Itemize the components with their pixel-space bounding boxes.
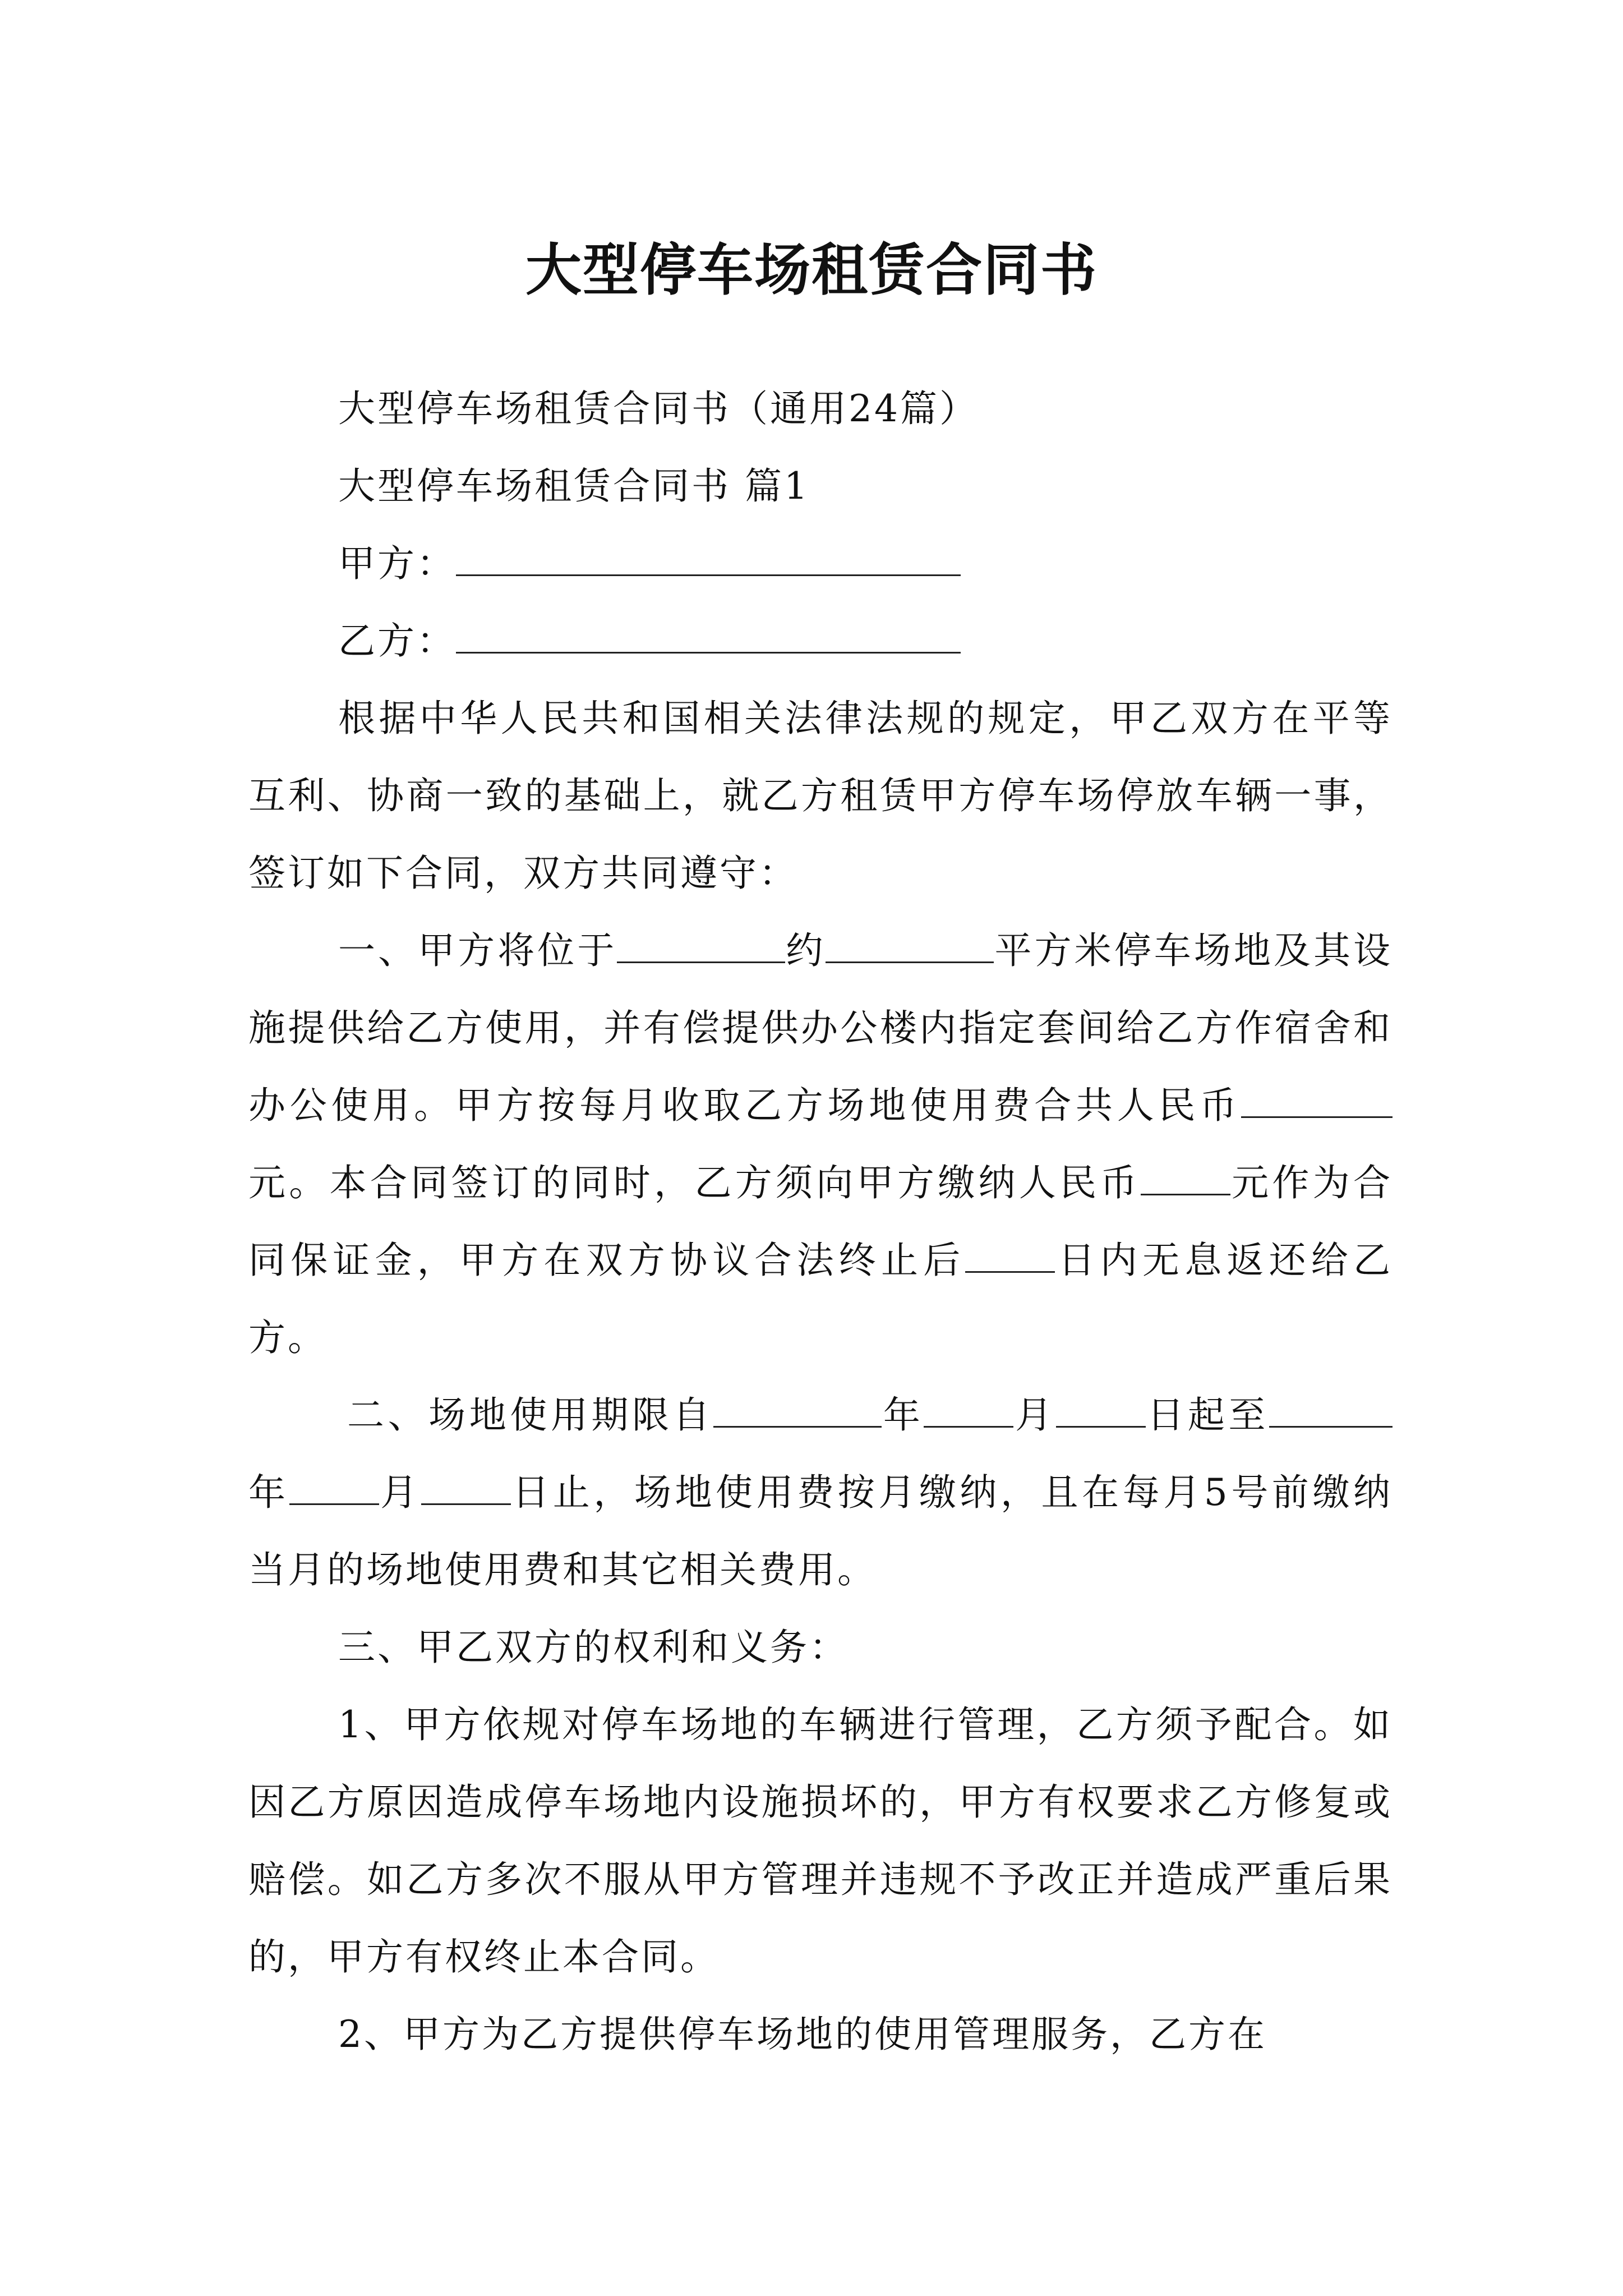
document-title: 大型停车场租赁合同书 [525,237,1098,303]
clause-2-year-1: 年 [882,1393,924,1437]
clause-2-month-1: 月 [1013,1393,1056,1437]
clause-3-item-2: 2、甲方为乙方提供停车场地的使用管理服务，乙方在 [338,2013,1267,2056]
clause-3-heading: 三、甲乙双方的权利和义务： [338,1626,849,1669]
refund-days-blank [965,1237,1055,1273]
section-heading: 大型停车场租赁合同书 篇1 [338,464,810,508]
party-a-line [248,525,1393,602]
clause-2-month-2: 月 [379,1471,421,1514]
clause-1-text-2: 约 [785,929,826,972]
end-month-blank [289,1470,379,1505]
document-subtitle: 大型停车场租赁合同书（通用24篇） [338,387,979,430]
start-year-blank [713,1392,882,1428]
start-month-blank [924,1392,1013,1428]
party-b-label: 乙方： [338,619,456,662]
clause-2-text-1: 二、场地使用期限自 [347,1393,714,1437]
clause-2-text-2: 日止，场地使用费按月缴纳，且在每月5号前缴纳当月的场地使用费和其它相关费用。 [248,1471,1393,1591]
clause-1-paragraph [248,912,1393,1377]
end-day-blank [421,1470,511,1505]
clause-1-text-1: 一、甲方将位于 [338,929,617,972]
clause-3-item-1: 1、甲方依规对停车场地的车辆进行管理，乙方须予配合。如因乙方原因造成停车场地内设施损坏的，甲方有权要求乙方修复或赔偿。如乙方多次不服从甲方管理并违规不予改正并造成严重后果的，甲方有权终止本合同。 [248,1703,1393,1978]
party-a-label: 甲方： [338,542,456,585]
location-blank [617,928,785,963]
clause-1-text-6: 日内无息返还给乙方。 [248,1239,1393,1359]
area-blank [826,928,994,963]
end-year-blank [1269,1392,1393,1428]
document-body [248,370,1393,2073]
clause-1-text-5: 元作为合同保证金，甲方在双方协议合法终止后 [248,1161,1393,1282]
clause-1-text-3: 平方米停车场地及其设施提供给乙方使用，并有偿提供办公楼内指定套间给乙方作宿舍和办公使用。甲方按每月收取乙方场地使用费合共人民币 [248,929,1393,1127]
party-b-line [248,602,1393,680]
preamble-paragraph: 根据中华人民共和国相关法律法规的规定，甲乙双方在平等互利、协商一致的基础上，就乙方租赁甲方停车场停放车辆一事，签订如下合同，双方共同遵守： [248,697,1393,895]
clause-2-day-1: 日起至 [1145,1393,1270,1437]
monthly-fee-blank [1241,1083,1393,1118]
clause-2-paragraph [248,1377,1393,1609]
party-b-blank [456,618,961,654]
clause-2-year-2: 年 [248,1471,289,1514]
party-a-blank [456,541,961,576]
deposit-blank [1141,1160,1230,1195]
start-day-blank [1056,1392,1146,1428]
clause-1-text-4: 元。本合同签订的同时，乙方须向甲方缴纳人民币 [248,1161,1141,1204]
